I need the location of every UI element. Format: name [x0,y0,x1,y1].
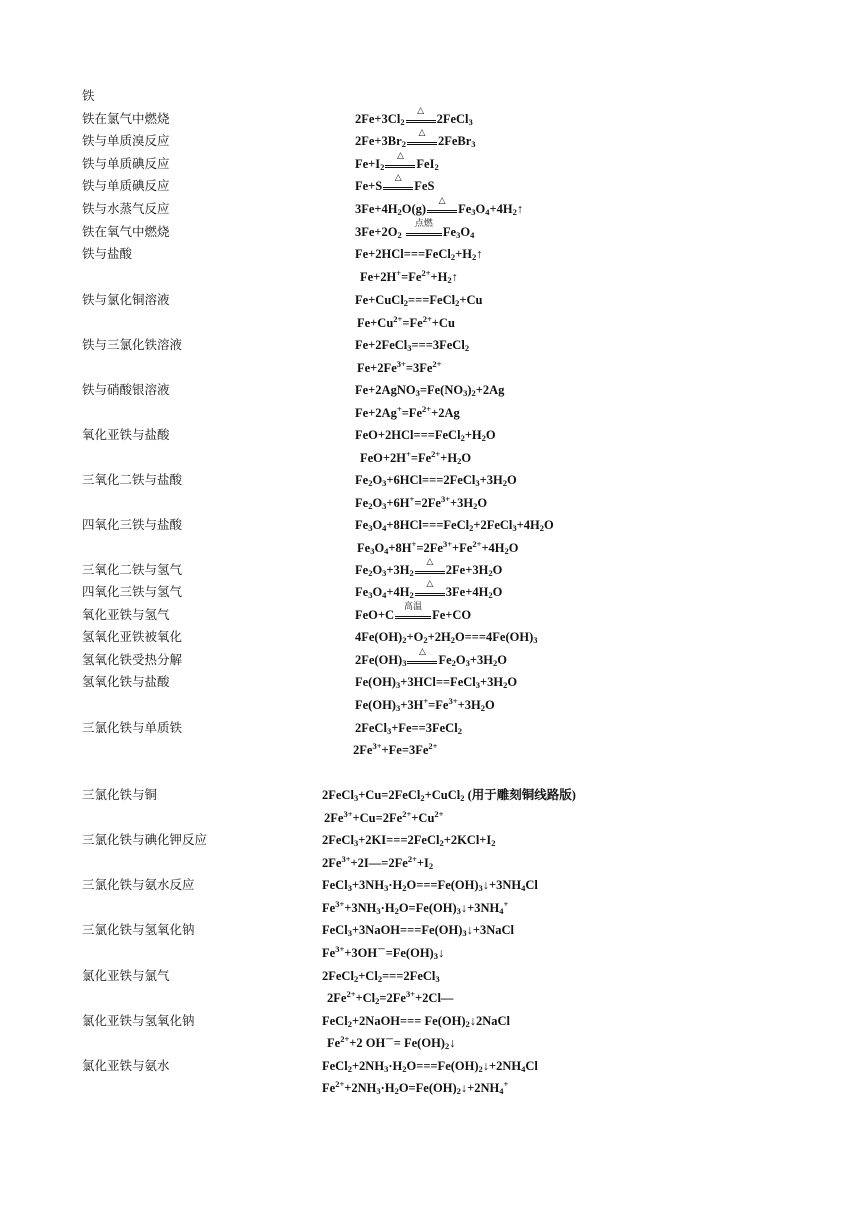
reaction-equation: Fe+S △ FeS [355,173,435,193]
reaction-row [0,968,860,990]
reaction-label: 氧化亚铁与盐酸 [82,427,170,442]
reaction-equation: $3Fe+4H_2O(g)$ △ $Fe_3O_4+4H_2↑$ [355,196,524,217]
reaction-row [0,450,860,472]
reaction-condition-sign: △ [406,114,436,123]
reaction-condition-sign: 高温 [395,610,431,619]
reaction-equation: $Fe_2O_3+6HCl===2FeCl_3+3H_2O$ [355,473,517,488]
reaction-label: 铁与三氯化铁溶液 [82,337,183,352]
reaction-equation: FeCl$_2$+2NaOH=== $Fe(OH)_2↓2NaCl$ [322,1014,511,1029]
reaction-row [0,472,860,494]
reaction-label: 氧化亚铁与氢气 [82,607,170,622]
reaction-row [0,674,860,696]
reaction-equation: $Fe+Cu^{2+}=Fe^{2+}+Cu$ [357,314,455,330]
reaction-label: 氯化亚铁与氨水 [82,1058,170,1073]
reaction-condition-sign: △ [385,159,415,168]
reaction-label: 三氯化铁与氢氧化钠 [82,922,195,937]
reaction-equation: $Fe^{3+}+3OH^-=Fe(OH)_3↓$ [322,944,445,961]
reaction-label: 铁与单质碘反应 [82,156,170,171]
reaction-label: 铁与硝酸银溶液 [82,382,170,397]
reaction-label: 铁与盐酸 [82,246,133,261]
reaction-equation: $FeO+2HCl===FeCl_2+H_2O$ [355,428,496,443]
reaction-row [0,697,860,719]
reaction-equation: $2Fe^{3+}+2I—=2Fe^{2+}+I_2$ [322,854,434,871]
reaction-condition-sign: △ [407,136,437,145]
reaction-condition-sign: 点燃 [406,227,442,236]
reaction-label: 四氧化三铁与盐酸 [82,517,183,532]
reaction-row [0,877,860,899]
reaction-equation: $FeCl_2+2NH_3\cdot H_2O===Fe(OH)_2↓+2NH_4Cl$ [322,1059,538,1074]
reaction-row [0,602,860,629]
reaction-equation: $Fe(OH)_3+3HCl==FeCl_3+3H_2O$ [355,675,518,690]
reaction-label: 铁在氯气中燃烧 [82,111,170,126]
reaction-equation: FeO+C 高温 Fe+CO [355,602,472,622]
reaction-equation: $3Fe+2O_2$ 点燃 $Fe_3O_4$ [355,219,475,240]
reaction-equation: $2FeCl_2+Cl_2===2FeCl_3$ [322,969,440,984]
reaction-label: 铁与单质溴反应 [82,133,170,148]
reaction-condition-sign: △ [415,587,445,596]
reaction-row [0,720,860,742]
reaction-row [0,269,860,291]
reaction-equation: $2Fe^{2+}+Cl_2=2Fe^{3+}+2Cl—$ [327,989,454,1006]
reaction-equation: $2Fe(OH)_3$ △ $Fe_2O_3+3H_2O$ [355,647,507,668]
reaction-equation: $2Fe^{3+}+Fe=3Fe^{2+}$ [353,741,438,757]
reaction-equation: Fe+CuCl$_2$===FeCl$_2$+Cu [355,293,483,308]
reaction-label: 铁与水蒸气反应 [82,201,170,216]
reaction-equation: $2Fe^{3+}+Cu=2Fe^{2+}+Cu^{2+}$ [324,809,444,825]
reaction-label: 三氯化铁与氨水反应 [82,877,195,892]
reaction-row [0,1013,860,1035]
reaction-equation: $2Fe+3Br_2$ △ 2FeBr$_3$ [355,128,476,149]
reaction-condition-sign: △ [427,204,457,213]
reaction-label: 铁与单质碘反应 [82,178,170,193]
reaction-label: 氯化亚铁与氢氧化钠 [82,1013,195,1028]
reaction-label: 氢氧化亚铁被氧化 [82,629,183,644]
reaction-condition-sign: △ [415,565,445,574]
reaction-condition-sign: △ [407,655,437,664]
reaction-row [0,1058,860,1080]
reaction-label: 四氧化三铁与氢气 [82,584,183,599]
reaction-row [0,360,860,382]
reaction-equation: $FeCl_3+3NH_3\cdot H_2O===Fe(OH)_3↓+3NH_4Cl$ [322,878,538,893]
reaction-condition-sign: △ [383,181,413,190]
reaction-row [0,647,860,674]
reaction-row [0,495,860,517]
reaction-equation: $Fe+2HCl===FeCl_2+H_2↑$ [355,247,483,262]
reaction-equation: $2Fe+3Cl_2$ △ 2FeCl$_3$ [355,106,473,127]
reaction-row [0,128,860,155]
reaction-equation: $Fe^{3+}+3NH_3\cdot H_2O=Fe(OH)_3↓+3NH_4^+$ [322,899,509,916]
reaction-equation: $Fe^{2+}+2NH_3\cdot H_2O=Fe(OH)_2↓+2NH_4^+$ [322,1079,509,1096]
reaction-equation: $Fe+I_2$ △ FeI$_2$ [355,151,439,172]
reaction-equation: $Fe_3O_4+8HCl===FeCl_2+2FeCl_3+4H_2O$ [355,518,554,533]
reaction-equation: Fe+2FeCl$_3$===3FeCl$_2$ [355,338,470,353]
reaction-label: 三氧化二铁与盐酸 [82,472,183,487]
reaction-row [0,292,860,314]
reaction-row [0,810,860,832]
reaction-label: 三氯化铁与单质铁 [82,720,183,735]
reaction-row [0,337,860,359]
reaction-row [0,315,860,337]
reaction-equation: 2FeCl$_3$+Cu=2FeCl$_2$+CuCl$_2$ (用于雕刻铜线路版) [322,788,576,803]
reaction-equation: $Fe+2H^+=Fe^{2+}+H_2↑$ [360,268,458,285]
reaction-equation: $Fe+2AgNO_3=Fe(NO_3)_2+2Ag$ [355,383,505,398]
reaction-row [0,1080,860,1102]
reaction-label: 三氯化铁与铜 [82,787,158,802]
reaction-row [0,246,860,268]
reaction-row [0,945,860,967]
reaction-label: 氢氧化铁受热分解 [82,652,183,667]
reaction-equation: $Fe^{2+}+2$ $OH^-= Fe(OH)_2↓$ [327,1034,456,1051]
reaction-equation: $Fe_2O_3+3H_2$ △ $2Fe+3H_2O$ [355,557,503,578]
reaction-row [0,517,860,539]
reaction-equation: $4Fe(OH)_2+O_2+2H_2O===4Fe(OH)_3$ [355,630,538,645]
reaction-label: 三氧化二铁与氢气 [82,562,183,577]
reaction-row [0,405,860,427]
reaction-row [0,427,860,449]
reaction-equation: $Fe_3O_4+8H^+=2Fe^{3+}+Fe^{2+}+4H_2O$ [357,539,519,556]
reaction-row [0,855,860,877]
reaction-equation: $FeO+2H^+=Fe^{2+}+H_2O$ [360,449,472,466]
reaction-label: 三氯化铁与碘化钾反应 [82,832,208,847]
reaction-row [0,990,860,1012]
reaction-equation: $Fe_3O_4+4H_2$ △ $3Fe+4H_2O$ [355,579,503,600]
reaction-label: 铁在氧气中燃烧 [82,224,170,239]
reaction-equation: $Fe(OH)_3+3H^+=Fe^{3+}+3H_2O$ [355,696,495,713]
reaction-row [0,151,860,178]
reaction-row [0,382,860,404]
reaction-label: 氯化亚铁与氯气 [82,968,170,983]
reaction-row [0,922,860,944]
section-title: 铁 [82,88,95,103]
reaction-row [0,787,860,809]
reaction-equation: 2FeCl$_3$+Fe==3FeCl$_2$ [355,721,462,736]
reaction-equation: $Fe_2O_3+6H^+=2Fe^{3+}+3H_2O$ [355,494,488,511]
reaction-row [0,219,860,246]
reaction-equation: $FeCl_3+3NaOH===Fe(OH)_3↓+3NaCl$ [322,923,515,938]
reaction-row [0,1035,860,1057]
reaction-row [0,832,860,854]
reaction-row [0,742,860,764]
reaction-label: 铁与氯化铜溶液 [82,292,170,307]
reaction-label: 氢氧化铁与盐酸 [82,674,170,689]
reaction-row [0,900,860,922]
reaction-equation: $Fe+2Ag^+=Fe^{2+}+2Ag$ [355,404,460,420]
reaction-equation: $2FeCl_3+2KI===2FeCl_2+2KCl+I_2$ [322,833,496,848]
reaction-equation: $Fe+2Fe^{3+}=3Fe^{2+}$ [357,359,442,375]
